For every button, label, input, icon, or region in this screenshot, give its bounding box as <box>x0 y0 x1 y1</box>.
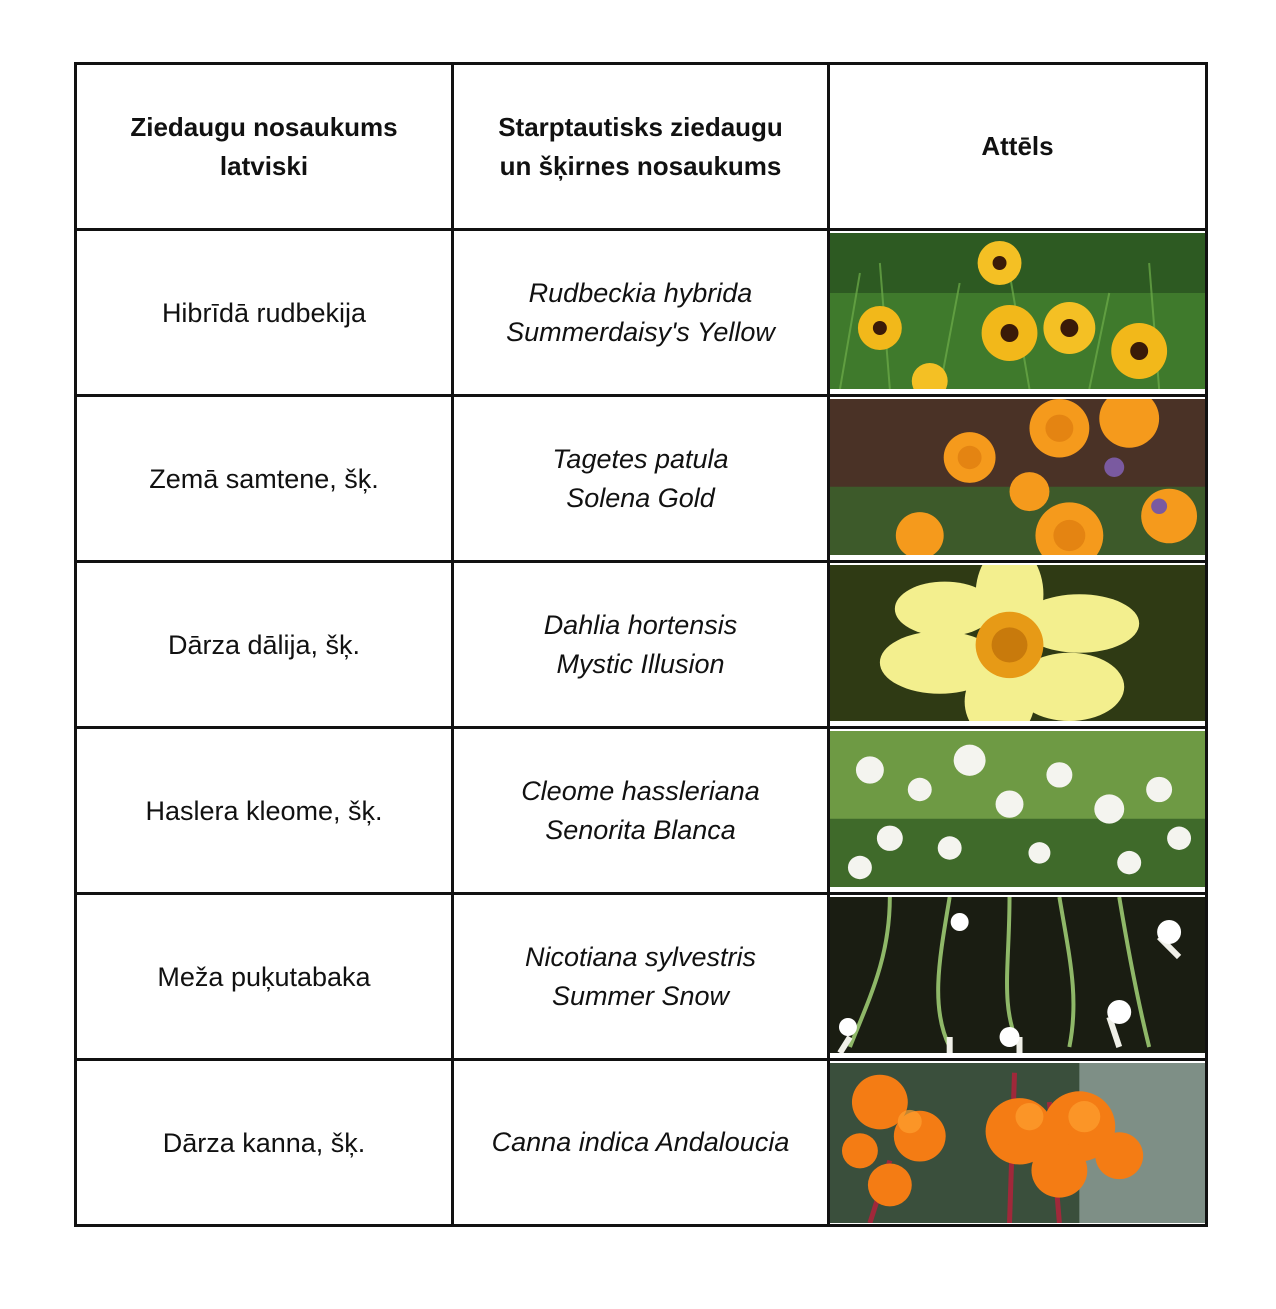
intl-name-cell <box>453 728 829 894</box>
latvian-name: Dārza dālija, šķ. <box>167 629 361 660</box>
latvian-name: Meža puķutabaka <box>157 961 371 992</box>
intl-name <box>521 772 760 850</box>
latvian-name-cell <box>76 1060 453 1226</box>
header-latvian-name <box>76 64 453 230</box>
intl-name-line2: Senorita Blanca <box>545 814 736 845</box>
intl-name-line1: Canna indica Andaloucia <box>491 1127 790 1157</box>
header-latvian-name-text: Ziedaugu nosaukums latviski <box>130 111 398 181</box>
intl-name <box>506 274 775 352</box>
latvian-name-cell <box>76 728 453 894</box>
intl-name <box>552 440 728 518</box>
header-international-name-text: Starptautisks ziedaugu un šķirnes nosaukums <box>498 111 783 181</box>
intl-name-line2: Summerdaisy's Yellow <box>506 316 775 347</box>
latvian-name-cell <box>76 396 453 562</box>
header-international-name <box>453 64 829 230</box>
intl-name-line2: Summer Snow <box>551 980 730 1011</box>
intl-name-line1: Tagetes patula <box>552 443 729 474</box>
header-row <box>76 64 1207 230</box>
nicotiana-photo <box>830 897 1205 1053</box>
latvian-name: Zemā samtene, šķ. <box>149 463 379 494</box>
canna-photo <box>830 1063 1205 1223</box>
image-cell <box>829 728 1207 894</box>
intl-name <box>544 606 738 684</box>
intl-name-line1: Cleome hassleriana <box>521 775 760 806</box>
flower-table <box>74 62 1208 1227</box>
latvian-name-cell <box>76 230 453 396</box>
latvian-name: Dārza kanna, šķ. <box>162 1127 366 1158</box>
image-cell <box>829 562 1207 728</box>
table-row <box>76 230 1207 396</box>
latvian-name-cell <box>76 562 453 728</box>
table-row <box>76 396 1207 562</box>
intl-name-line2: Solena Gold <box>566 482 715 513</box>
latvian-name: Haslera kleome, šķ. <box>145 795 383 826</box>
table-row <box>76 1060 1207 1226</box>
intl-name <box>525 938 756 1016</box>
table-row <box>76 894 1207 1060</box>
intl-name <box>492 1123 790 1162</box>
intl-name-cell <box>453 230 829 396</box>
cleome-photo <box>830 731 1205 887</box>
latvian-name-cell <box>76 894 453 1060</box>
intl-name-cell <box>453 562 829 728</box>
intl-name-line1: Nicotiana sylvestris <box>524 941 757 972</box>
tagetes-photo <box>830 399 1205 555</box>
table-row <box>76 562 1207 728</box>
latvian-name: Hibrīdā rudbekija <box>161 297 367 328</box>
table-row <box>76 728 1207 894</box>
rudbeckia-photo <box>830 233 1205 389</box>
intl-name-line1: Dahlia hortensis <box>543 609 738 640</box>
header-image-text: Attēls <box>981 131 1054 161</box>
intl-name-line2: Mystic Illusion <box>556 648 725 679</box>
intl-name-cell <box>453 396 829 562</box>
image-cell <box>829 1060 1207 1226</box>
image-cell <box>829 230 1207 396</box>
intl-name-line1: Rudbeckia hybrida <box>528 277 753 308</box>
intl-name-cell <box>453 1060 829 1226</box>
image-cell <box>829 396 1207 562</box>
header-image <box>829 64 1207 230</box>
dahlia-photo <box>830 565 1205 721</box>
image-cell <box>829 894 1207 1060</box>
intl-name-cell <box>453 894 829 1060</box>
